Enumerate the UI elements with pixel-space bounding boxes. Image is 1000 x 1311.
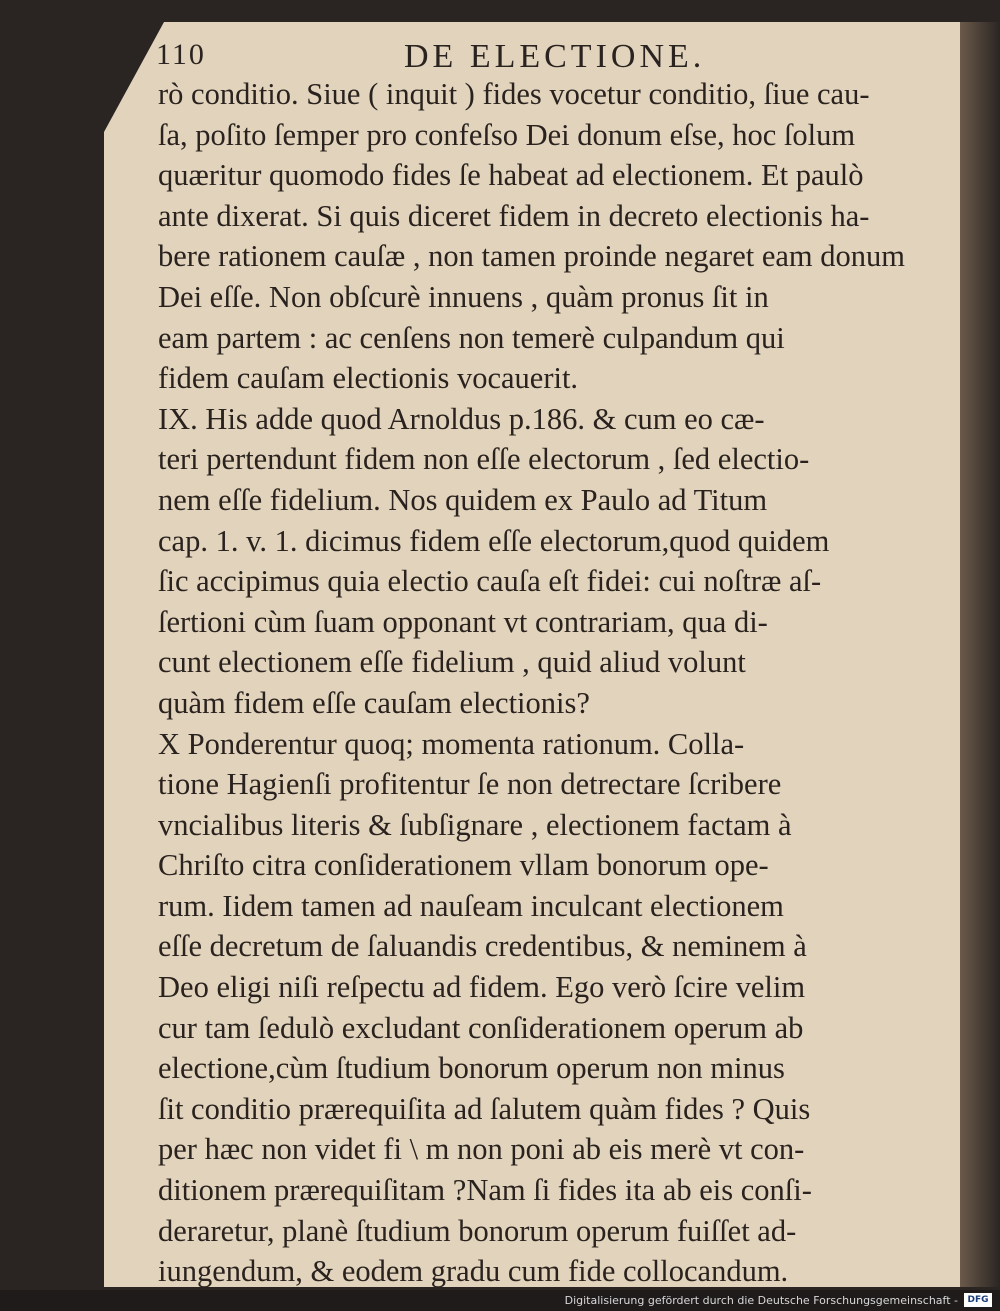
text-line: teri pertendunt fidem non eſſe electorum , ſed electio- [158,442,810,477]
text-line: rò conditio. Siue ( inquit ) fides vocetur conditio, ſiue cau- [158,77,870,111]
text-line: nem eſſe fidelium. Nos quidem ex Paulo ad Titum [158,482,768,517]
text-line: X Ponderentur quoq; momenta rationum. Colla- [158,726,745,761]
text-line: Chriſto citra conſiderationem vllam bonorum ope- [158,848,769,883]
text-line: electione,cùm ſtudium bonorum operum non minus [158,1051,785,1086]
text-line: cur tam ſedulò excludant conſiderationem operum ab [158,1010,804,1045]
text-line: ſa, poſito ſemper pro confeſso Dei donum eſse, hoc ſolum [158,117,856,152]
text-line: Dei eſſe. Non obſcurè innuens , quàm pronus ſit in [158,279,769,314]
text-line: ante dixerat. Si quis diceret fidem in decreto electionis ha- [158,198,870,233]
text-line: rum. Iidem tamen ad nauſeam inculcant electionem [158,888,784,923]
dfg-logo: DFG [964,1293,992,1307]
funding-credit: Digitalisierung gefördert durch die Deutsche Forschungsgemeinschaft - [564,1294,958,1307]
text-line: eſſe decretum de ſaluandis credentibus, & neminem à [158,929,807,964]
text-line: cap. 1. v. 1. dicimus fidem eſſe electorum,quod quidem [158,523,830,558]
text-line: eam partem : ac cenſens non temerè culpandum qui [158,320,785,355]
page-number: 110 [156,38,206,71]
running-title: DE ELECTIONE. [404,38,706,75]
text-line: ſertioni cùm ſuam opponant vt contrariam, qua di- [158,604,768,639]
page-edge-shadow [960,22,1000,1287]
body-text [158,74,958,1292]
text-line: IX. His adde quod Arnoldus p.186. & cum eo cæ- [158,401,765,436]
text-line: fidem cauſam electionis vocauerit. [158,361,579,396]
text-line: Deo eligi niſi reſpectu ad fidem. Ego verò ſcire velim [158,970,806,1005]
text-line: ſit conditio prærequiſita ad ſalutem quàm fides ? Quis [158,1091,811,1126]
text-line: quæritur quomodo fides ſe habeat ad electionem. Et paulò [158,158,864,193]
text-line: bere rationem cauſæ , non tamen proinde negaret eam donum [158,239,905,274]
digitization-footer [0,1290,1000,1311]
text-line: tione Hagienſi profitentur ſe non detrectare ſcribere [158,767,782,802]
text-line: ditionem prærequiſitam ?Nam ſi fides ita ab eis conſi- [158,1173,812,1208]
text-line: deraretur, planè ſtudium bonorum operum fuiſſet ad- [158,1213,797,1248]
text-line: per hæc non videt fi \ m non poni ab eis merè vt con- [158,1132,805,1167]
text-line: ſic accipimus quia electio cauſa eſt fidei: cui noſtræ aſ- [158,564,822,599]
text-line: iungendum, & eodem gradu cum fide collocandum. [158,1254,789,1289]
text-line: vncialibus literis & ſubſignare , electionem factam à [158,807,792,842]
text-line: cunt electionem eſſe fidelium , quid aliud volunt [158,645,746,680]
text-line: quàm fidem eſſe cauſam electionis? [158,685,590,720]
